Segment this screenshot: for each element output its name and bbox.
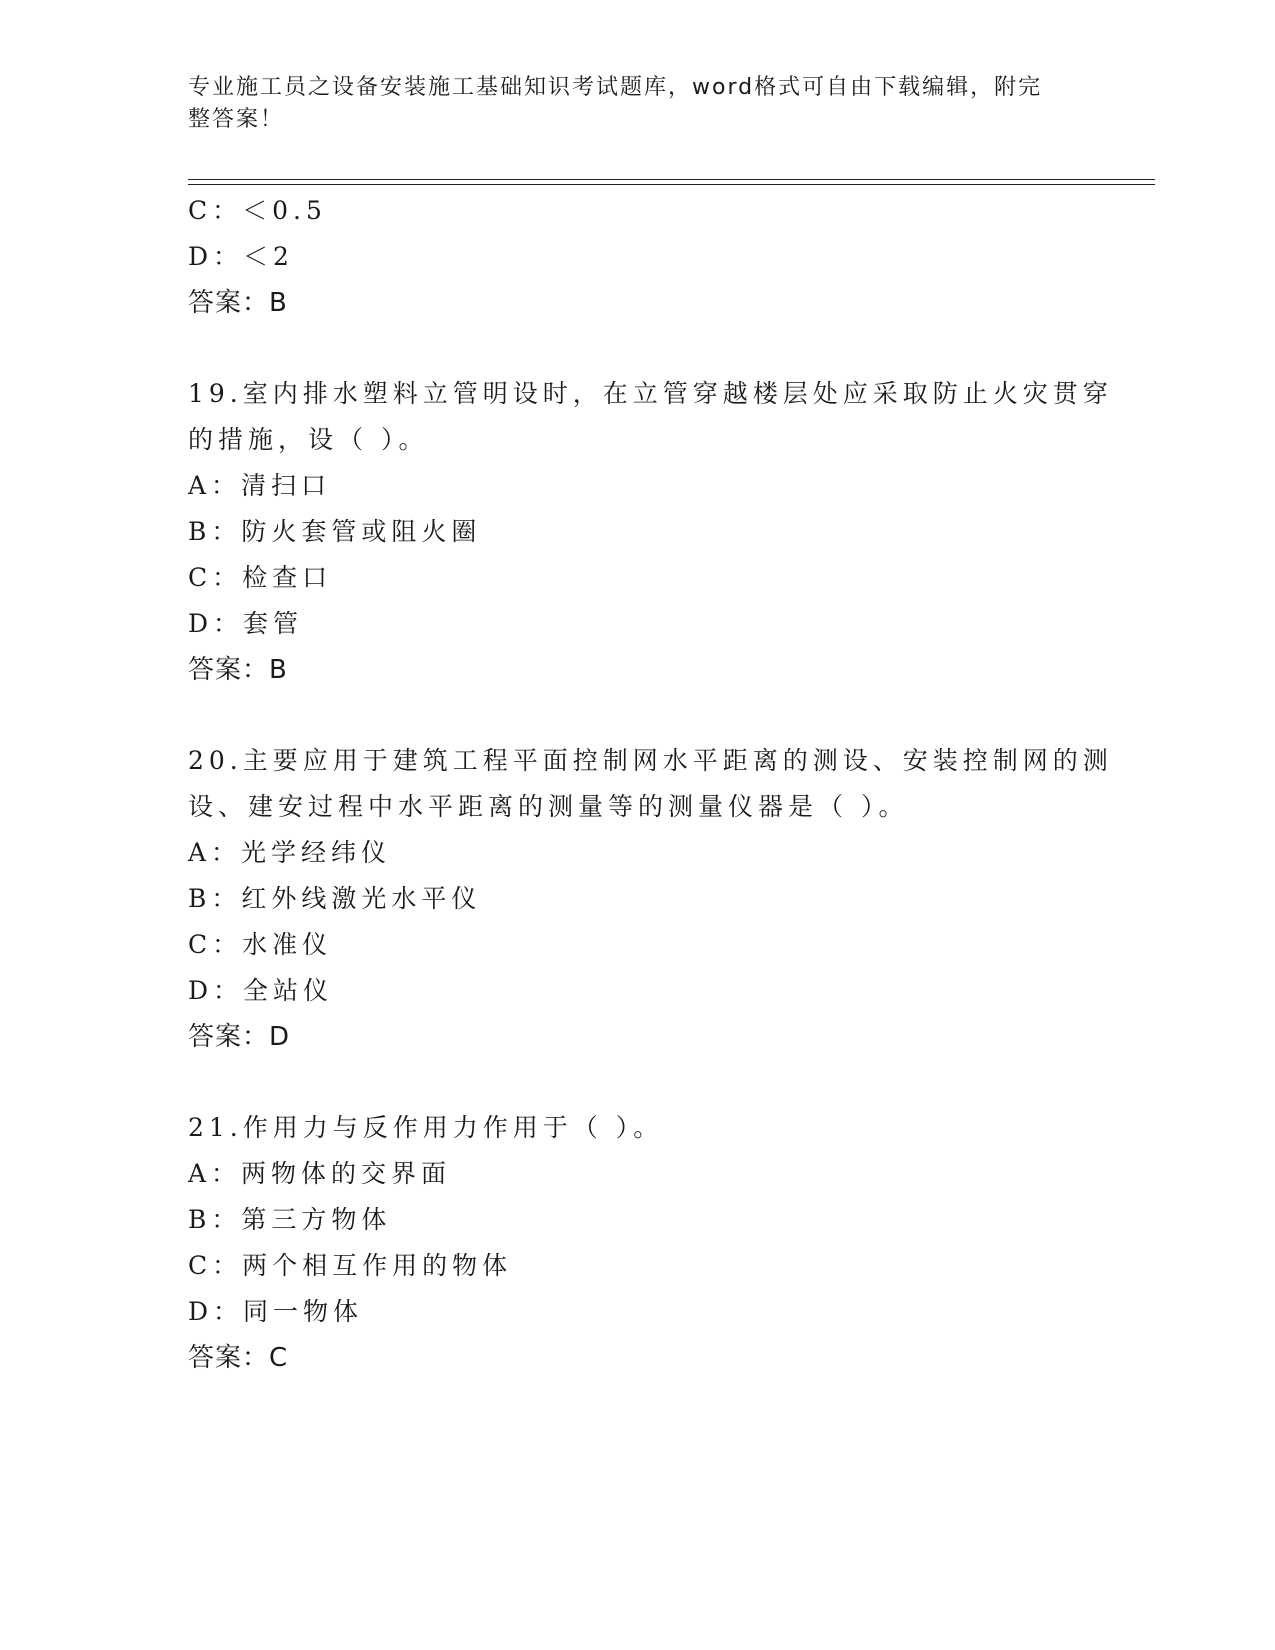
question-19	[188, 371, 1113, 693]
option-b: B：红外线激光水平仪	[188, 884, 482, 913]
option-b: B：第三方物体	[188, 1205, 392, 1234]
answer-line: 答案：B	[188, 655, 288, 685]
option-a: A：光学经纬仪	[188, 838, 392, 867]
question-stem-line: 设、建安过程中水平距离的测量等的测量仪器是（ ）。	[188, 792, 909, 821]
option-a: A：清扫口	[188, 471, 332, 500]
question-20	[188, 738, 1113, 1060]
answer-line: 答案：C	[188, 1343, 289, 1373]
header-rule-top	[188, 179, 1155, 180]
question-stem-line: 的措施，设（ ）。	[188, 425, 429, 454]
option-c: C：两个相互作用的物体	[188, 1251, 513, 1280]
spacer	[188, 326, 1088, 371]
answer-line: 答案：D	[188, 1022, 291, 1052]
header-rule-bottom	[188, 184, 1155, 185]
document-header	[188, 72, 1068, 136]
option-d: D：＜2	[188, 242, 294, 271]
option-a: A：两物体的交界面	[188, 1159, 452, 1188]
header-line-1: 专业施工员之设备安装施工基础知识考试题库，word格式可自由下载编辑，附完	[188, 75, 1043, 100]
option-d: D：套管	[188, 609, 304, 638]
spacer	[188, 693, 1088, 738]
option-c: C：＜0.5	[188, 196, 327, 225]
option-d: D：全站仪	[188, 976, 334, 1005]
option-c: C：检查口	[188, 563, 333, 592]
header-line-2: 整答案！	[188, 107, 285, 132]
question-21	[188, 1105, 1088, 1381]
question-stem-line: 21.作用力与反作用力作用于（ ）。	[188, 1113, 664, 1142]
question-stem-line: 19.室内排水塑料立管明设时，在立管穿越楼层处应采取防止火灾贯穿	[188, 379, 1113, 408]
question-stem-line: 20.主要应用于建筑工程平面控制网水平距离的测设、安装控制网的测	[188, 746, 1113, 775]
question-list	[188, 188, 1113, 1381]
option-c: C：水准仪	[188, 930, 333, 959]
answer-line: 答案：B	[188, 288, 288, 318]
question-18-continued	[188, 188, 1088, 326]
option-b: B：防火套管或阻火圈	[188, 517, 482, 546]
spacer	[188, 1060, 1088, 1105]
option-d: D：同一物体	[188, 1297, 364, 1326]
